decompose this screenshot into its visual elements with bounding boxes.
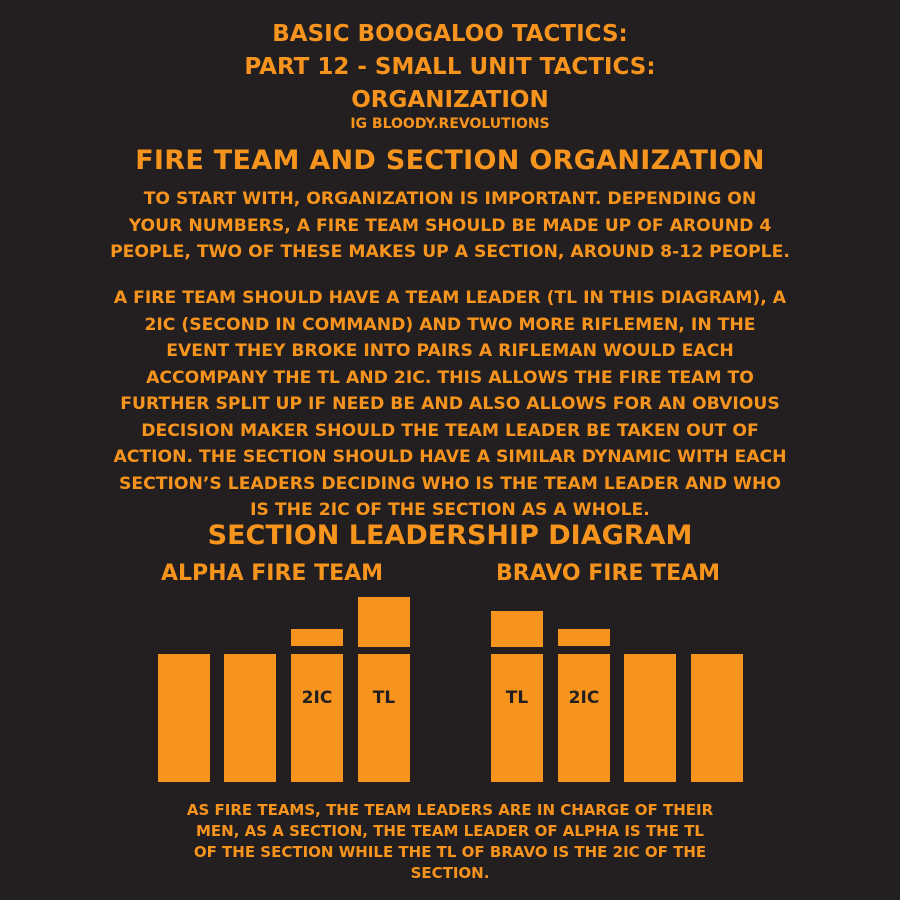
paragraph-intro [0,186,900,266]
p2-line-4: ACCOMPANY THE TL AND 2IC. THIS ALLOWS THE FIRE TEAM TO [146,367,754,388]
p1-line-1: TO START WITH, ORGANIZATION IS IMPORTANT. DEPENDING ON [143,189,757,209]
caption-line-4: SECTION. [410,864,490,882]
alpha-tl-cap [358,597,410,647]
p2-line-7: ACTION. THE SECTION SHOULD HAVE A SIMILAR DYNAMIC WITH EACH [113,447,787,467]
alpha-rifleman-2 [224,654,276,782]
alpha-team-label: ALPHA FIRE TEAM [161,561,384,586]
alpha-tl-label: TL [372,688,396,708]
alpha-tl [358,654,410,782]
p2-line-2: 2IC (SECOND IN COMMAND) AND TWO MORE RIFLEMEN, IN THE [144,314,756,335]
alpha-rifleman-1 [158,654,210,782]
alpha-2ic-cap [291,629,343,646]
bravo-2ic [558,654,610,782]
caption-line-3: OF THE SECTION WHILE THE TL OF BRAVO IS THE 2IC OF THE [193,843,707,861]
p1-line-2: YOUR NUMBERS, A FIRE TEAM SHOULD BE MADE UP OF AROUND 4 [128,215,772,236]
bravo-rifleman-2 [691,654,743,782]
section-heading: FIRE TEAM AND SECTION ORGANIZATION [135,145,765,176]
p2-line-6: DECISION MAKER SHOULD THE TEAM LEADER BE TAKEN OUT OF [141,420,759,441]
caption-line-2: MEN, AS A SECTION, THE TEAM LEADER OF ALPHA IS THE TL [195,822,704,840]
p2-line-8: SECTION’S LEADERS DECIDING WHO IS THE TEAM LEADER AND WHO [119,473,781,494]
caption-line-1: AS FIRE TEAMS, THE TEAM LEADERS ARE IN CHARGE OF THEIR [186,801,714,819]
bravo-tl-label: TL [505,688,529,708]
alpha-2ic-label: 2IC [301,688,333,708]
bravo-rifleman-1 [624,654,676,782]
bravo-2ic-cap [558,629,610,646]
bravo-team-label: BRAVO FIRE TEAM [496,561,721,586]
bravo-tl-cap [491,611,543,647]
p2-line-9: IS THE 2IC OF THE SECTION AS A WHOLE. [250,500,650,520]
page-title [0,18,900,117]
alpha-2ic [291,654,343,782]
diagram-caption [0,800,900,884]
p1-line-3: PEOPLE, TWO OF THESE MAKES UP A SECTION, AROUND 8-12 PEOPLE. [110,242,790,262]
p2-line-1: A FIRE TEAM SHOULD HAVE A TEAM LEADER (TL IN THIS DIAGRAM), A [113,288,787,308]
paragraph-fire-team [0,285,900,524]
bravo-tl [491,654,543,782]
title-line-2: PART 12 - SMALL UNIT TACTICS: [244,54,656,80]
title-line-3: ORGANIZATION [351,87,549,113]
bravo-2ic-label: 2IC [568,688,600,708]
p2-line-3: EVENT THEY BROKE INTO PAIRS A RIFLEMAN WOULD EACH [166,341,734,361]
title-line-1: BASIC BOOGALOO TACTICS: [272,21,628,47]
diagram-heading: SECTION LEADERSHIP DIAGRAM [207,520,693,551]
p2-line-5: FURTHER SPLIT UP IF NEED BE AND ALSO ALLOWS FOR AN OBVIOUS [120,394,780,414]
author-handle: IG BLOODY.REVOLUTIONS [350,116,550,132]
